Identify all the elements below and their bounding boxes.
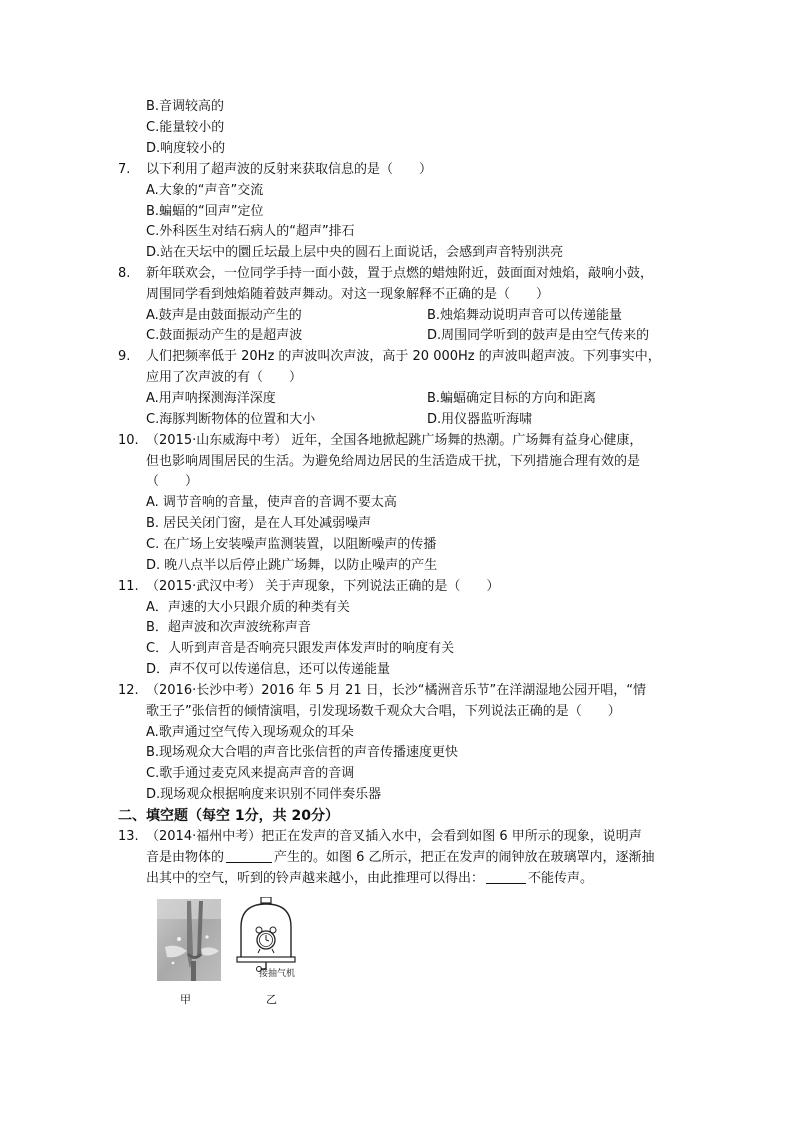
question-13-stem-line3 (146, 869, 593, 889)
question-8-option-a: A.鼓声是由鼓面振动产生的 (146, 308, 302, 323)
question-10-stem-line2: 但也影响周围居民的生活。为避免给周边居民的生活造成干扰，下列措施合理有效的是 (146, 454, 641, 469)
question-12-option-d: D.现场观众根据响度来识别不同伴奏乐器 (146, 787, 382, 802)
question-13-stem-line2 (146, 848, 655, 868)
question-13-text-3b: 不能传声。 (528, 871, 594, 886)
question-9-option-a: A.用声呐探测海洋深度 (146, 391, 276, 406)
question-12-option-c: C.歌手通过麦克风来提高声音的音调 (146, 766, 355, 781)
question-13-number: 13. (118, 829, 139, 844)
question-12-number: 12. (118, 683, 139, 698)
question-7-stem: 以下利用了超声波的反射来获取信息的是（ ） (146, 162, 433, 177)
question-10-option-b: B. 居民关闭门窗，是在人耳处减弱噪声 (146, 516, 372, 531)
prev-option-d: D.响度较小的 (146, 141, 226, 156)
question-10-option-c: C. 在广场上安装噪声监测装置，以阻断噪声的传播 (146, 537, 437, 552)
question-7-option-a: A.大象的“声音”交流 (146, 183, 264, 198)
question-13-text-2a: 音是由物体的 (146, 850, 225, 865)
question-12-stem-line1: （2016·长沙中考）2016 年 5 月 21 日，长沙“橘洲音乐节”在洋湖湿地公园开唱，“情 (146, 683, 646, 698)
question-10-option-d: D. 晚八点半以后停止跳广场舞，以防止噪声的产生 (146, 558, 438, 573)
tuning-fork-in-water-figure (157, 899, 221, 981)
question-10-stem-line1: （2015·山东威海中考） 近年，全国各地掀起跳广场舞的热潮。广场舞有益身心健康， (146, 433, 643, 448)
question-7-option-d: D.站在天坛中的圜丘坛最上层中央的圆石上面说话，会感到声音特别洪亮 (146, 245, 564, 260)
figure-label-yi: 乙 (266, 993, 277, 1006)
question-11-number: 11. (118, 579, 139, 594)
question-11-stem: （2015·武汉中考） 关于声现象，下列说法正确的是（ ） (146, 579, 500, 594)
question-9-stem-line2: 应用了次声波的有（ ） (146, 370, 303, 385)
question-12-option-b: B.现场观众大合唱的声音比张信哲的声音传播速度更快 (146, 745, 459, 760)
question-9-number: 9. (118, 349, 131, 364)
question-9-stem-line1: 人们把频率低于 20Hz 的声波叫次声波，高于 20 000Hz 的声波叫超声波。下列事实中， (146, 349, 661, 364)
question-8-option-d: D.周围同学听到的鼓声是由空气传来的 (427, 328, 650, 343)
question-11-option-c: C．人听到声音是否响亮只跟发声体发声时的响度有关 (146, 641, 455, 656)
question-13-stem-line1: （2014·福州中考）把正在发声的音叉插入水中，会看到如图 6 甲所示的现象，说明声 (146, 829, 642, 844)
question-8-stem-line1: 新年联欢会，一位同学手持一面小鼓，置于点燃的蜡烛附近，鼓面面对烛焰，敲响小鼓， (146, 266, 654, 281)
question-8-option-c: C.鼓面振动产生的是超声波 (146, 328, 303, 343)
question-8-number: 8. (118, 266, 131, 281)
question-8-option-b: B.烛焰舞动说明声音可以传递能量 (427, 308, 623, 323)
question-7-option-b: B.蝙蝠的“回声”定位 (146, 204, 264, 219)
question-11-option-d: D．声不仅可以传递信息，还可以传递能量 (146, 662, 391, 677)
question-11-option-b: B．超声波和次声波统称声音 (146, 620, 311, 635)
answer-blank-1[interactable] (226, 848, 272, 863)
question-12-option-a: A.歌声通过空气传入现场观众的耳朵 (146, 725, 354, 740)
question-13-text-2b: 产生的。如图 6 乙所示，把正在发声的闹钟放在玻璃罩内，逐渐抽 (274, 850, 655, 865)
question-7-option-c: C.外科医生对结石病人的“超声”排石 (146, 224, 355, 239)
question-10-stem-line3: （ ） (146, 474, 199, 489)
answer-blank-2[interactable] (486, 869, 526, 884)
question-12-stem-line2: 歌王子”张信哲的倾情演唱，引发现场数千观众大合唱，下列说法正确的是（ ） (146, 704, 621, 719)
question-8-stem-line2: 周围同学看到烛焰随着鼓声舞动。对这一现象解释不正确的是（ ） (146, 287, 550, 302)
question-7-number: 7. (118, 162, 131, 177)
figure-label-jia: 甲 (180, 993, 191, 1006)
question-13-text-3a: 出其中的空气，听到的铃声越来越小，由此推理可以得出： (146, 871, 485, 886)
question-10-number: 10. (118, 433, 139, 448)
prev-option-c: C.能量较小的 (146, 120, 225, 135)
pump-label: 接抽气机 (259, 969, 296, 979)
prev-option-b: B.音调较高的 (146, 99, 225, 114)
question-9-option-b: B.蝙蝠确定目标的方向和距离 (427, 391, 597, 406)
question-11-option-a: A．声速的大小只跟介质的种类有关 (146, 600, 350, 615)
question-9-option-d: D.用仪器监听海啸 (427, 412, 533, 427)
question-9-option-c: C.海豚判断物体的位置和大小 (146, 412, 316, 427)
question-10-option-a: A. 调节音响的音量，使声音的音调不要太高 (146, 495, 397, 510)
section-title-fill-blank: 二、填空题（每空 1分，共 20分） (118, 808, 339, 824)
